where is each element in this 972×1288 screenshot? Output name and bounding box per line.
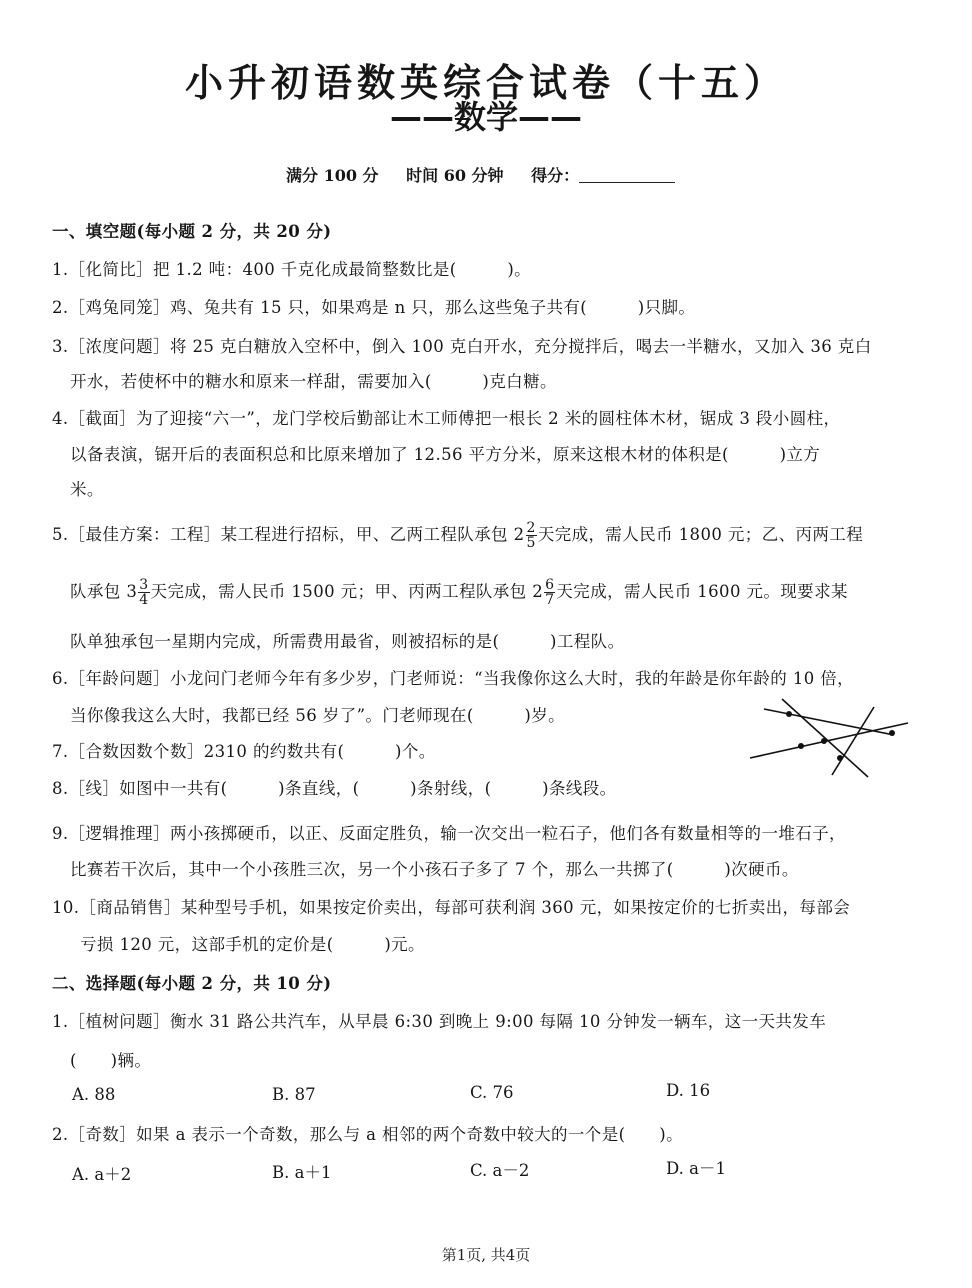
s1-question-1: 1.［化简比］把 1.2 吨：400 千克化成最简整数比是( )。 xyxy=(52,260,532,279)
s1-question-9-line1: 9.［逻辑推理］两小孩掷硬币，以正、反面定胜负，输一次交出一粒石子，他们各有数量相等的一堆石子， xyxy=(52,824,846,843)
figure-line xyxy=(832,707,874,775)
frac-num: 3 xyxy=(139,577,149,593)
section2-heading: 二、选择题(每小题 2 分，共 10 分) xyxy=(52,974,332,993)
s2-q2-option-a[interactable]: A. a＋2 xyxy=(72,1165,132,1184)
full-score: 满分 100 分 xyxy=(286,166,379,185)
s1-question-10-line2: 亏损 120 元，这部手机的定价是( )元。 xyxy=(80,935,425,954)
score-blank xyxy=(579,168,675,183)
exam-subtitle: ——数学—— xyxy=(389,98,582,136)
fraction-2-5 xyxy=(526,521,537,550)
s1-question-8: 8.［线］如图中一共有( )条直线，( )条射线，( )条线段。 xyxy=(52,779,617,798)
q5-text-c: 队承包 3 xyxy=(70,582,138,601)
frac-den: 4 xyxy=(139,592,149,608)
q5-text-a: 5.［最佳方案：工程］某工程进行招标，甲、乙两工程队承包 2 xyxy=(52,525,525,544)
frac-den: 7 xyxy=(545,592,555,608)
s1-question-9-line2: 比赛若干次后，其中一个小孩胜三次，另一个小孩石子多了 7 个，那么一共掷了( )次硬币。 xyxy=(70,860,799,879)
fraction-6-7 xyxy=(544,578,555,607)
s1-question-3-line1: 3.［浓度问题］将 25 克白糖放入空杯中，倒入 100 克白开水，充分搅拌后，喝去一半糖水，又加入 36 克白 xyxy=(52,337,872,356)
s1-question-7: 7.［合数因数个数］2310 的约数共有( )个。 xyxy=(52,742,436,761)
q5-text-b: 天完成，需人民币 1800 元；乙、丙两工程 xyxy=(537,525,864,544)
figure-point xyxy=(798,743,804,749)
lines-figure xyxy=(744,695,914,785)
s2-q2-option-d[interactable]: D. a－1 xyxy=(666,1159,726,1178)
s2-q1-option-a[interactable]: A. 88 xyxy=(72,1085,116,1104)
page-footer: 第1页, 共4页 xyxy=(441,1246,531,1264)
s1-question-4-line1: 4.［截面］为了迎接“六一”，龙门学校后勤部让木工师傅把一根长 2 米的圆柱体木材，锯成 3 段小圆柱， xyxy=(52,409,841,428)
frac-num: 6 xyxy=(545,577,555,593)
section1-heading: 一、填空题(每小题 2 分，共 20 分) xyxy=(52,222,332,241)
figure-line xyxy=(750,723,908,758)
figure-point xyxy=(786,711,792,717)
s2-q1-option-d[interactable]: D. 16 xyxy=(666,1081,711,1100)
s1-question-10-line1: 10.［商品销售］某种型号手机，如果按定价卖出，每部可获利润 360 元，如果按定价的七折卖出，每部会 xyxy=(52,898,851,917)
s2-q2-option-b[interactable]: B. a＋1 xyxy=(272,1163,332,1182)
exam-title: 小升初语数英综合试卷（十五） xyxy=(184,61,787,105)
frac-num: 2 xyxy=(526,520,536,536)
q5-text-d: 天完成，需人民币 1500 元；甲、丙两工程队承包 2 xyxy=(150,582,544,601)
score-label: 得分： xyxy=(531,166,580,185)
s1-question-4-line3: 米。 xyxy=(70,480,104,499)
s2-question-1-line1: 1.［植树问题］衡水 31 路公共汽车，从早晨 6:30 到晚上 9:00 每隔 10 分钟发一辆车，这一天共发车 xyxy=(52,1012,827,1031)
s1-question-3-line2: 开水，若使杯中的糖水和原来一样甜，需要加入( )克白糖。 xyxy=(70,372,557,391)
s1-question-6-line2: 当你像我这么大时，我都已经 56 岁了”。门老师现在( )岁。 xyxy=(70,706,565,725)
s2-q2-option-c[interactable]: C. a－2 xyxy=(470,1161,530,1180)
s1-question-2: 2.［鸡兔同笼］鸡、兔共有 15 只，如果鸡是 n 只，那么这些兔子共有( )只脚。 xyxy=(52,298,696,317)
frac-den: 5 xyxy=(526,535,536,551)
s1-question-5-line1 xyxy=(52,521,863,550)
s1-question-5-line3: 队单独承包一星期内完成，所需费用最省，则被招标的是( )工程队。 xyxy=(70,632,625,651)
figure-point xyxy=(889,730,895,736)
q5-text-e: 天完成，需人民币 1600 元。现要求某 xyxy=(556,582,848,601)
figure-point xyxy=(821,738,827,744)
fraction-3-4 xyxy=(138,578,149,607)
figure-point xyxy=(837,755,843,761)
time-limit: 时间 60 分钟 xyxy=(406,166,504,185)
s2-question-1-line2: ( )辆。 xyxy=(70,1051,152,1070)
s1-question-4-line2: 以备表演，锯开后的表面积总和比原来增加了 12.56 平方分米，原来这根木材的体积是( )立方 xyxy=(70,445,821,464)
s2-question-2: 2.［奇数］如果 a 表示一个奇数，那么与 a 相邻的两个奇数中较大的一个是( )。 xyxy=(52,1125,683,1144)
s2-q1-option-b[interactable]: B. 87 xyxy=(272,1085,316,1104)
s1-question-5-line2 xyxy=(70,578,848,607)
s1-question-6-line1: 6.［年龄问题］小龙问门老师今年有多少岁，门老师说：“当我像你这么大时，我的年龄是你年龄的 10 倍， xyxy=(52,669,855,688)
s2-q1-option-c[interactable]: C. 76 xyxy=(470,1083,514,1102)
exam-meta xyxy=(286,163,697,186)
